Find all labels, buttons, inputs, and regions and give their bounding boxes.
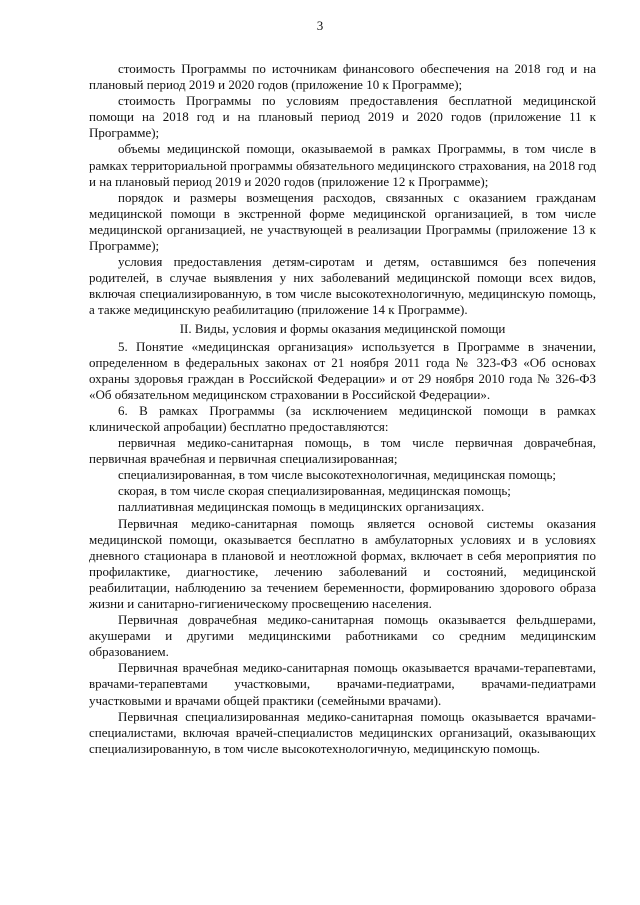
paragraph: стоимость Программы по источникам финансового обеспечения на 2018 год и на плановый период 2019 и 2020 годов (приложение 10 к Программе); — [89, 61, 596, 93]
paragraph: скорая, в том числе скорая специализированная, медицинская помощь; — [118, 483, 511, 499]
section-heading: II. Виды, условия и формы оказания медицинской помощи — [179, 320, 506, 336]
paragraph: специализированная, в том числе высокотехнологичная, медицинская помощь; — [118, 467, 556, 483]
paragraph: 5. Понятие «медицинская организация» используется в Программе в значении, определенном в федеральных законах от 21 ноября 2011 года № 323-ФЗ «Об основах охраны здоровья граждан в Российской Федерации» и от 29 ноября 2010 года № 326-ФЗ «Об обязательном медицинском страховании в Российской Федерации». — [89, 338, 596, 402]
paragraph: Первичная врачебная медико-санитарная помощь оказывается врачами-терапевтами, врачами-терапевтами участковыми, врачами-педиатрами, врачами-педиатрами участковыми и врачами общей практики (семейными врачами). — [89, 660, 596, 708]
paragraph: Первичная медико-санитарная помощь является основой системы оказания медицинской помощи, оказывается бесплатно в амбулаторных условиях и в условиях дневного стационара в плановой и неотложной формах, включает в себя мероприятия по профилактике, диагностике, лечению заболеваний и состояний, медицинской реабилитации, наблюдению за течением беременности, формированию здорового образа жизни и санитарно-гигиеническому просвещению населения. — [89, 515, 596, 611]
page-number: 3 — [316, 18, 324, 33]
paragraph: объемы медицинской помощи, оказываемой в рамках Программы, в том числе в рамках территориальной программы обязательного медицинского страхования, на 2018 год и на плановый период 2019 и 2020 годов (приложение 12 к Программе); — [89, 141, 596, 189]
paragraph: Первичная специализированная медико-санитарная помощь оказывается врачами-специалистами, включая врачей-специалистов медицинских организаций, оказывающих специализированную, в том числе высокотехнологичную, медицинскую помощь. — [89, 708, 596, 756]
body-text — [89, 61, 596, 757]
paragraph: паллиативная медицинская помощь в медицинских организациях. — [118, 499, 485, 515]
paragraph: Первичная доврачебная медико-санитарная помощь оказывается фельдшерами, акушерами и другими медицинскими работниками со средним медицинским образованием. — [89, 612, 596, 660]
paragraph: 6. В рамках Программы (за исключением медицинской помощи в рамках клинической апробации) бесплатно предоставляются: — [89, 402, 596, 434]
paragraph: порядок и размеры возмещения расходов, связанных с оказанием гражданам медицинской помощи в экстренной форме медицинской организацией, в том числе медицинской организацией, не участвующей в реализации Программы (приложение 13 к Программе); — [89, 189, 596, 254]
paragraph: первичная медико-санитарная помощь, в том числе первичная доврачебная, первичная врачебная и первичная специализированная; — [89, 435, 596, 467]
paragraph: стоимость Программы по условиям предоставления бесплатной медицинской помощи на 2018 год и на плановый период 2019 и 2020 годов (приложение 11 к Программе); — [89, 93, 596, 141]
paragraph: условия предоставления детям-сиротам и детям, оставшимся без попечения родителей, в случае выявления у них заболеваний медицинской помощи всех видов, включая специализированную, в том числе высокотехнологичную, медицинскую помощь, а также медицинскую реабилитацию (приложение 14 к Программе). — [89, 254, 596, 318]
